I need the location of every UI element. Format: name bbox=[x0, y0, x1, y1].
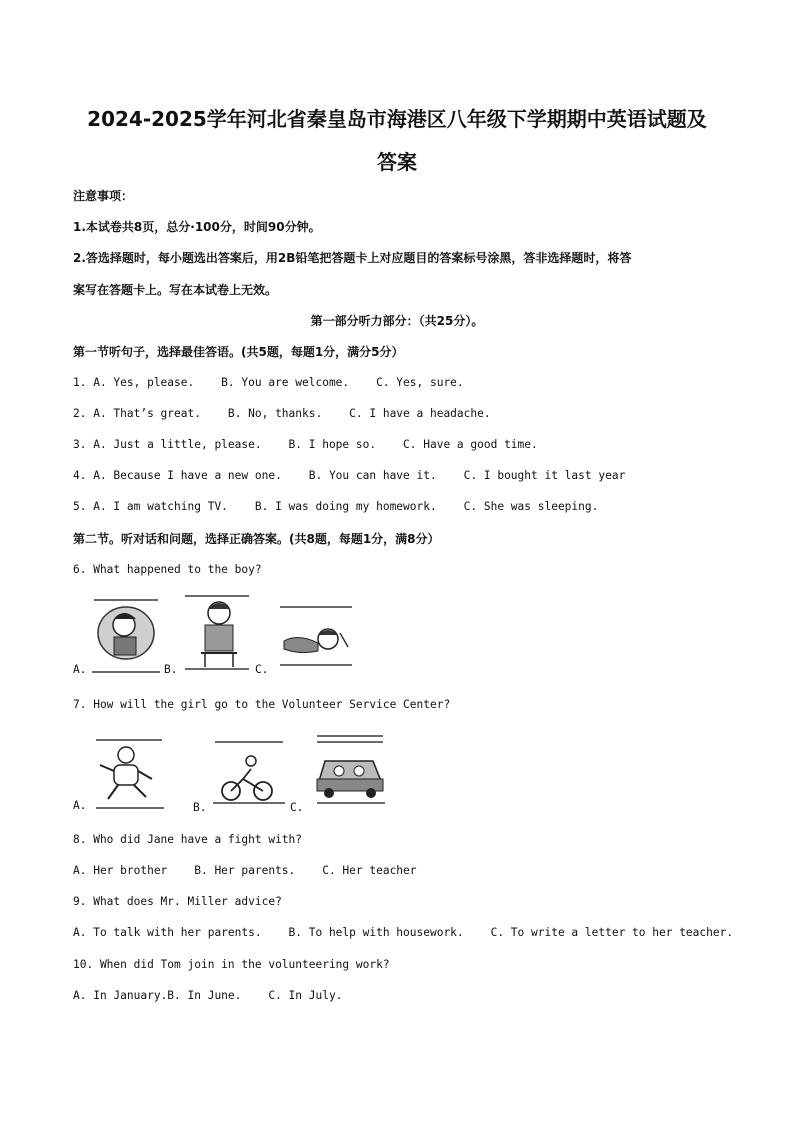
title-line-2: 答案 bbox=[377, 150, 417, 174]
question-2: 2. A. That’s great. B. No, thanks. C. I have a headache. bbox=[73, 407, 491, 420]
q6-picture-a bbox=[90, 597, 162, 677]
question-9-options: A. To talk with her parents. B. To help with housework. C. To write a letter to her teacher. bbox=[73, 926, 734, 939]
part-1-heading: 第一部分听力部分：（共25分）。 bbox=[310, 314, 484, 328]
q7-picture-c bbox=[313, 733, 387, 807]
question-9: 9. What does Mr. Miller advice? bbox=[73, 895, 282, 908]
question-1: 1. A. Yes, please. B. You are welcome. C. Yes, sure. bbox=[73, 376, 464, 389]
question-8-options: A. Her brother B. Her parents. C. Her teacher bbox=[73, 864, 417, 877]
title-line-1: 2024-2025学年河北省秦皇岛市海港区八年级下学期期中英语试题及 bbox=[87, 107, 707, 131]
q7-label-c: C. bbox=[290, 801, 304, 814]
notice-item-1: 1.本试卷共8页，总分·100分，时间90分钟。 bbox=[73, 220, 321, 234]
question-4: 4. A. Because I have a new one. B. You can have it. C. I bought it last year bbox=[73, 469, 626, 482]
q7-picture-b bbox=[211, 739, 287, 809]
question-6: 6. What happened to the boy? bbox=[73, 563, 262, 576]
notice-item-2-line-2: 案写在答题卡上。写在本试卷上无效。 bbox=[73, 283, 278, 297]
q6-picture-c bbox=[278, 603, 354, 671]
section-1-heading: 第一节听句子，选择最佳答语。(共5题，每题1分，满分5分） bbox=[73, 345, 404, 359]
question-5: 5. A. I am watching TV. B. I was doing my homework. C. She was sleeping. bbox=[73, 500, 599, 513]
q6-label-a: A. bbox=[73, 663, 87, 676]
q6-label-b: B. bbox=[164, 663, 178, 676]
section-2-heading: 第二节。听对话和问题，选择正确答案。(共8题，每题1分，满8分） bbox=[73, 532, 440, 546]
notice-heading: 注意事项： bbox=[73, 189, 134, 203]
question-8: 8. Who did Jane have a fight with? bbox=[73, 833, 303, 846]
question-3: 3. A. Just a little, please. B. I hope so. C. Have a good time. bbox=[73, 438, 538, 451]
question-7: 7. How will the girl go to the Volunteer Service Center? bbox=[73, 698, 451, 711]
question-10: 10. When did Tom join in the volunteering work? bbox=[73, 958, 390, 971]
q7-picture-a bbox=[94, 737, 166, 811]
q6-picture-b bbox=[183, 593, 253, 673]
document-title bbox=[40, 98, 754, 184]
q7-label-a: A. bbox=[73, 799, 87, 812]
notice-item-2-line-1: 2.答选择题时，每小题选出答案后，用2B铅笔把答题卡上对应题目的答案标号涂黑，答非选择题时，将答 bbox=[73, 251, 632, 265]
question-10-options: A. In January.B. In June. C. In July. bbox=[73, 989, 343, 1002]
q7-label-b: B. bbox=[193, 801, 207, 814]
q6-label-c: C. bbox=[255, 663, 269, 676]
